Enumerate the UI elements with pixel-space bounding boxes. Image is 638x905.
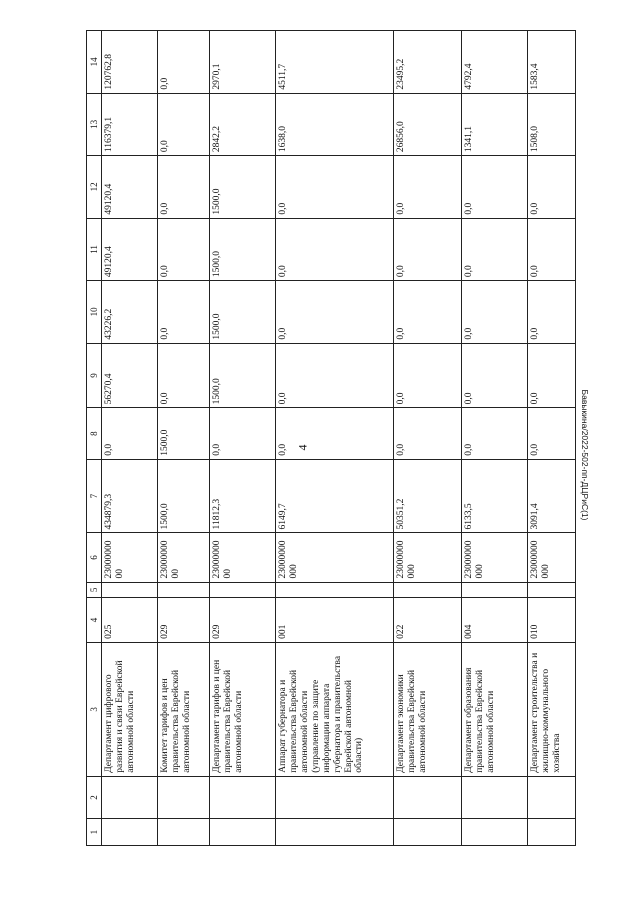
table-cell-col-5 xyxy=(528,582,576,598)
table-cell-col-14: 1583,4 xyxy=(528,31,576,94)
table-cell-col-11: 0,0 xyxy=(462,218,528,281)
table-cell-col-2 xyxy=(528,776,576,818)
table-cell-col-1 xyxy=(276,819,394,846)
table-cell-col-8: 0,0 xyxy=(102,408,158,459)
table-cell-col-13: 1341,1 xyxy=(462,93,528,156)
table-cell-col-2 xyxy=(102,776,158,818)
table-cell-col-1 xyxy=(462,819,528,846)
column-header-7: 7 xyxy=(87,459,102,533)
table-cell-col-5 xyxy=(102,582,158,598)
table-cell-col-14: 120762,8 xyxy=(102,31,158,94)
table-cell-col-1 xyxy=(210,819,276,846)
table-cell-col-1 xyxy=(102,819,158,846)
budget-table xyxy=(86,30,576,846)
table-cell-col-7: 6149,7 xyxy=(276,459,394,533)
table-cell-col-13: 116379,1 xyxy=(102,93,158,156)
table-row xyxy=(462,31,528,846)
table-cell-col-10: 1500,0 xyxy=(210,281,276,344)
table-cell-col-10: 0,0 xyxy=(462,281,528,344)
table-cell-col-7: 50351,2 xyxy=(394,459,462,533)
department-name-cell: Департамент тарифов и цен правительства Еврейской автономной области xyxy=(210,642,276,776)
table-cell-col-8: 0,0 xyxy=(528,408,576,459)
table-cell-col-6: 2300000000 xyxy=(158,533,210,582)
column-header-5: 5 xyxy=(87,582,102,598)
table-row xyxy=(210,31,276,846)
table-cell-col-9: 1500,0 xyxy=(210,343,276,408)
column-header-2: 2 xyxy=(87,776,102,818)
table-cell-col-12: 49120,4 xyxy=(102,156,158,219)
table-cell-col-14: 4792,4 xyxy=(462,31,528,94)
table-cell-col-5 xyxy=(462,582,528,598)
table-cell-col-5 xyxy=(210,582,276,598)
table-cell-col-11: 1500,0 xyxy=(210,218,276,281)
table-cell-col-10: 0,0 xyxy=(528,281,576,344)
table-cell-col-1 xyxy=(158,819,210,846)
table-cell-col-11: 49120,4 xyxy=(102,218,158,281)
table-cell-col-1 xyxy=(528,819,576,846)
column-header-10: 10 xyxy=(87,281,102,344)
table-cell-col-6: 2300000000 xyxy=(210,533,276,582)
column-header-9: 9 xyxy=(87,343,102,408)
column-header-14: 14 xyxy=(87,31,102,94)
table-cell-col-4: 001 xyxy=(276,598,394,643)
table-cell-col-11: 0,0 xyxy=(158,218,210,281)
table-cell-col-7: 11812,3 xyxy=(210,459,276,533)
table-cell-col-10: 43226,2 xyxy=(102,281,158,344)
column-header-11: 11 xyxy=(87,218,102,281)
table-cell-col-2 xyxy=(158,776,210,818)
table-cell-col-11: 0,0 xyxy=(276,218,394,281)
table-container xyxy=(86,30,560,846)
table-cell-col-13: 26856,0 xyxy=(394,93,462,156)
table-cell-col-9: 0,0 xyxy=(276,343,394,408)
table-cell-col-2 xyxy=(462,776,528,818)
table-cell-col-1 xyxy=(394,819,462,846)
table-cell-col-4: 010 xyxy=(528,598,576,643)
table-row xyxy=(528,31,576,846)
table-cell-col-14: 0,0 xyxy=(158,31,210,94)
column-header-12: 12 xyxy=(87,156,102,219)
table-cell-col-12: 0,0 xyxy=(394,156,462,219)
table-cell-col-7: 6133,5 xyxy=(462,459,528,533)
department-name-cell: Департамент экономики правительства Еврейской автономной области xyxy=(394,642,462,776)
table-cell-col-14: 23495,2 xyxy=(394,31,462,94)
table-cell-col-9: 56270,4 xyxy=(102,343,158,408)
table-row xyxy=(102,31,158,846)
table-cell-col-2 xyxy=(394,776,462,818)
column-header-8: 8 xyxy=(87,408,102,459)
table-cell-col-13: 1638,0 xyxy=(276,93,394,156)
table-cell-col-8: 0,0 xyxy=(462,408,528,459)
table-cell-col-14: 2970,1 xyxy=(210,31,276,94)
table-cell-col-6: 23000000000 xyxy=(528,533,576,582)
table-cell-col-8: 0,0 xyxy=(394,408,462,459)
table-row xyxy=(276,31,394,846)
table-row xyxy=(158,31,210,846)
table-cell-col-4: 025 xyxy=(102,598,158,643)
table-cell-col-10: 0,0 xyxy=(394,281,462,344)
table-cell-col-5 xyxy=(158,582,210,598)
column-header-13: 13 xyxy=(87,93,102,156)
table-cell-col-11: 0,0 xyxy=(528,218,576,281)
table-cell-col-8: 1500,0 xyxy=(158,408,210,459)
table-cell-col-7: 3091,4 xyxy=(528,459,576,533)
table-cell-col-12: 1500,0 xyxy=(210,156,276,219)
table-cell-col-11: 0,0 xyxy=(394,218,462,281)
department-name-cell: Департамент цифрового развития и связи Еврейской автономной области xyxy=(102,642,158,776)
table-body xyxy=(102,31,576,846)
table-cell-col-13: 0,0 xyxy=(158,93,210,156)
department-name-cell: Комитет тарифов и цен правительства Еврейской автономной области xyxy=(158,642,210,776)
table-cell-col-12: 0,0 xyxy=(462,156,528,219)
table-cell-col-6: 23000000000 xyxy=(276,533,394,582)
department-name-cell: Департамент строительства и жилищно-коммунального хозяйства xyxy=(528,642,576,776)
table-cell-col-12: 0,0 xyxy=(528,156,576,219)
table-cell-col-9: 0,0 xyxy=(394,343,462,408)
table-cell-col-8: 0,0 xyxy=(276,408,394,459)
table-cell-col-2 xyxy=(210,776,276,818)
table-cell-col-12: 0,0 xyxy=(276,156,394,219)
table-cell-col-10: 0,0 xyxy=(276,281,394,344)
table-cell-col-9: 0,0 xyxy=(528,343,576,408)
table-cell-col-5 xyxy=(276,582,394,598)
department-name-cell: Аппарат губернатора и правительства Еврейской автономной области (управление по защите информации аппарата губернатора и правительства Еврейской автономной области) xyxy=(276,642,394,776)
column-header-6: 6 xyxy=(87,533,102,582)
page-number: 4 xyxy=(295,444,310,451)
table-cell-col-9: 0,0 xyxy=(462,343,528,408)
table-row xyxy=(394,31,462,846)
department-name-cell: Департамент образования правительства Еврейской автономной области xyxy=(462,642,528,776)
table-cell-col-7: 434879,3 xyxy=(102,459,158,533)
table-cell-col-5 xyxy=(394,582,462,598)
table-cell-col-6: 23000000000 xyxy=(394,533,462,582)
table-cell-col-4: 029 xyxy=(210,598,276,643)
rotated-table-frame xyxy=(86,30,560,846)
table-cell-col-6: 2300000000 xyxy=(102,533,158,582)
table-cell-col-4: 022 xyxy=(394,598,462,643)
table-cell-col-10: 0,0 xyxy=(158,281,210,344)
table-cell-col-4: 029 xyxy=(158,598,210,643)
table-cell-col-9: 0,0 xyxy=(158,343,210,408)
table-cell-col-12: 0,0 xyxy=(158,156,210,219)
document-reference: Бавыкина/2022-502-пп-ДЦРиС(1) xyxy=(580,389,590,521)
table-cell-col-6: 23000000000 xyxy=(462,533,528,582)
column-header-1: 1 xyxy=(87,819,102,846)
column-number-row xyxy=(87,31,102,846)
table-cell-col-4: 004 xyxy=(462,598,528,643)
table-cell-col-14: 4511,7 xyxy=(276,31,394,94)
table-cell-col-13: 2842,2 xyxy=(210,93,276,156)
table-cell-col-2 xyxy=(276,776,394,818)
column-header-4: 4 xyxy=(87,598,102,643)
table-cell-col-13: 1508,0 xyxy=(528,93,576,156)
table-cell-col-8: 0,0 xyxy=(210,408,276,459)
table-cell-col-7: 1500,0 xyxy=(158,459,210,533)
column-header-3: 3 xyxy=(87,642,102,776)
